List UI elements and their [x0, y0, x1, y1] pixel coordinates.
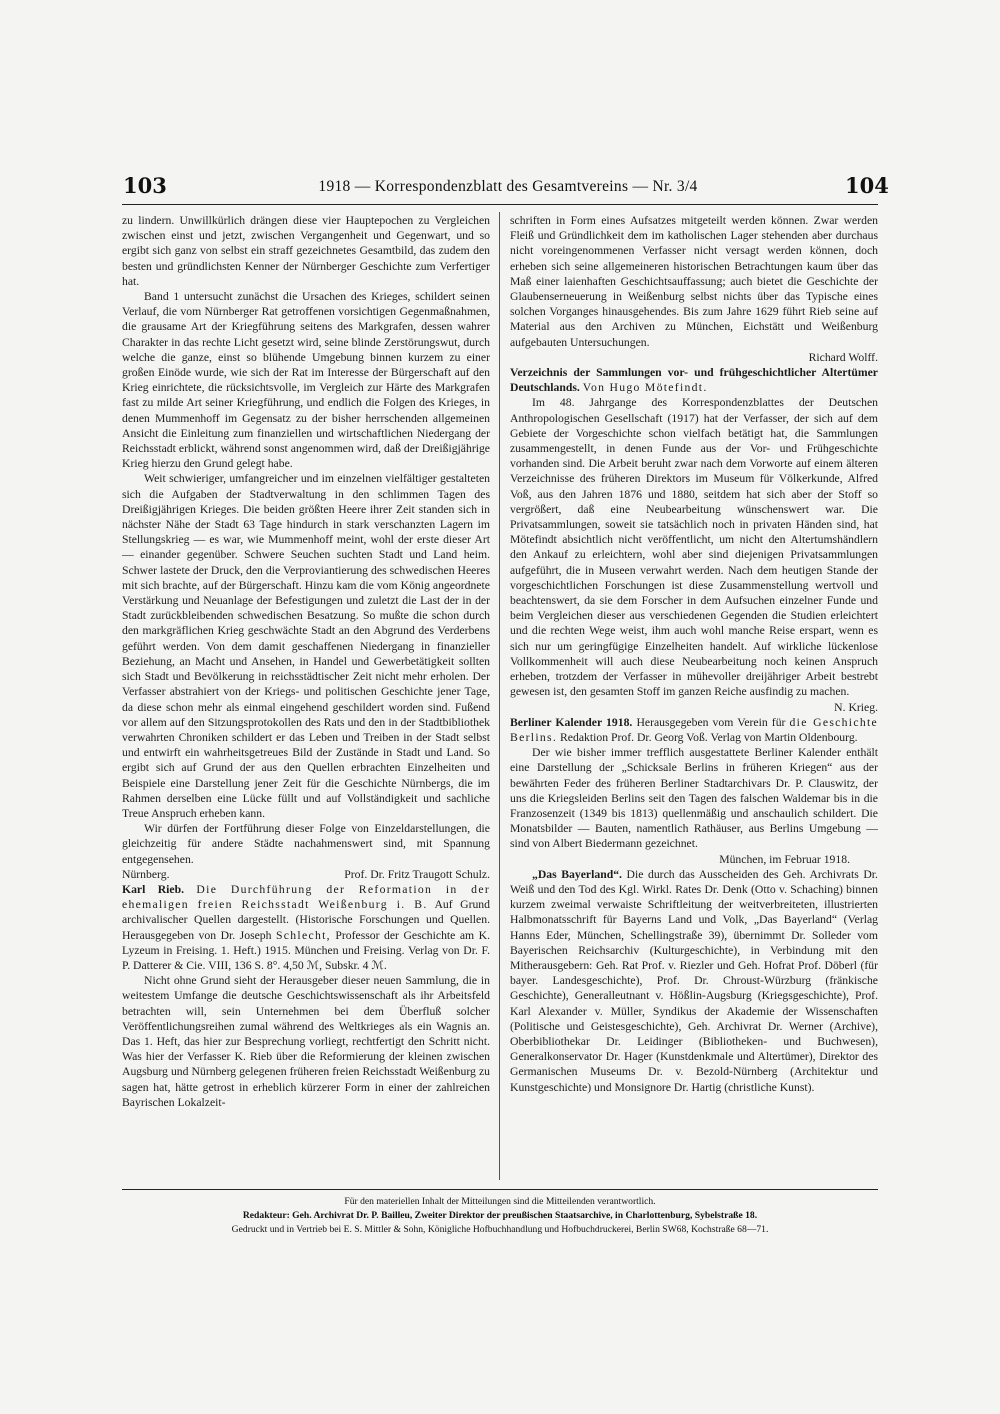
paragraph: schriften in Form eines Aufsatzes mitgeteilt werden können. Zwar werden Fleiß und Gründlichkeit dem im katholischen Lager stehenden aber durchaus nicht voreingenommenen Verfasser nicht versagt werden können, doch erheben sich seine allgemeineren historischen Betrachtungen kaum über das Maß einer laienhaften Geschichtsauffassung; auch bietet die Geschichte der Glaubenserneuerung in Weißenburg selbst nichts über das Typische eines solchen Vorganges hinausgehendes. Bis zum Jahre 1629 führt Rieb seine auf Material aus den Archiven zu München, Eichstätt und Weißenburg aufgebauten Untersuchungen.	[510, 214, 878, 349]
review-details: Herausgegeben vom Verein für	[636, 715, 786, 729]
notice-title: „Das Bayerland“.	[532, 867, 622, 881]
review-details: Professor der Geschichte am K. Lyzeum in Freising. 1. Heft.) 1915. München und Freising. Verlag von Dr. F. P. Datterer & Cie. VIII, 136 S. 8°. 4,50 ℳ, Subskr. 4 ℳ.	[122, 928, 490, 972]
column-divider	[499, 212, 500, 1180]
review-heading-verzeichnis	[510, 365, 878, 395]
review-author: Karl Rieb.	[122, 882, 185, 896]
paragraph: Weit schwieriger, umfangreicher und im einzelnen vielfältiger gestalteten sich die Aufgaben der Stadtverwaltung in den schlimmen Tagen des Dreißigjährigen Krieges. Die beiden größten Heere ihrer Zeit standen sich in nächster Nähe der Stadt 63 Tage hindurch in stark verschanzten Lagern im Stellungskrieg — es war, wie Mummenhoff meint, wohl der erste dieser Art — einander gegenüber. Schwere Seuchen suchten Stadt und Land heim. Schwer lastete der Druck, den die Verproviantierung des schwedischen Heeres mit sich brachte, auf der Bürgerschaft. Hinzu kam die vom König angeordnete Verstärkung und Neuanlage der Befestigungen und zuletzt die Last der in der Stadt zurückbleibenden schwedischen Besatzung. So mußte die schon durch den markgräflichen Krieg geschwächte Stadt an den Abgrund des Verderbens geführt werden. Von dem damit geschaffenen Niedergang in finanzieller Beziehung, an Macht und Ansehen, in Handel und Gewerbetätigkeit sollten sich Stadt und Bevölkerung in reichsstädtischer Zeit nicht mehr erholen. Der Verfasser abstrahiert von der Kriegs- und politischen Geschichte jener Tage, da diese schon mehr als einmal eingehend geschildert worden sind. Fußend vor allem auf den Sitzungsprotokollen des Rats und den in der Stadtbibliothek verwahrten Chroniken schildert er das Leben und Treiben in der Stadt selbst und entwirft ein wahrheitsgetreues Bild der Zustände in Stadt und Land. So ergibt sich auf Grund der aus den Quellen erbrachten Einzelheiten und Beispiele eine Darstellung jener Zeit für die Geschichte Nürnbergs, die im Rahmen derselben eine Lücke füllt und auf Vollständigkeit und sachliche Treue Anspruch erheben kann.	[122, 472, 490, 820]
page-number-right: 104	[845, 173, 889, 198]
paragraph: zu lindern. Unwillkürlich drängen diese vier Hauptepochen zu Vergleichen zwischen einst und jetzt, zwischen Vergangenheit und Gegenwart, und so ergibt sich ganz von selbst ein straff gezeichnetes Gesamtbild, das zudem den besten und gründlichsten Kenner der Nürnberger Geschichte zum Verfertiger hat.	[122, 214, 490, 288]
signature-place: Nürnberg.	[122, 867, 170, 881]
signature: Richard Wolff.	[808, 350, 878, 364]
footer-line: Für den materiellen Inhalt der Mitteilungen sind die Mitteilenden verantwortlich.	[344, 1196, 656, 1207]
footer-rule	[122, 1189, 878, 1190]
header-rule	[122, 204, 878, 205]
page-number-left: 103	[123, 173, 167, 198]
footer-line: Redakteur: Geh. Archivrat Dr. P. Bailleu, Zweiter Direktor der preußischen Staatsarchive, in Charlottenburg, Sybelstraße 18.	[242, 1210, 758, 1221]
review-details: die Geschichte Berlins.	[510, 715, 879, 744]
paragraph: Der wie bisher immer trefflich ausgestattete Berliner Kalender enthält eine Darstellung der „Schicksale Berlins in früheren Kriegen“ aus der bewährten Feder des früheren Berliner Stadtarchivars Dr. P. Clauswitz, der uns die Kriegsleiden Berlins seit den Tagen des falschen Waldemar bis in die Franzosenzeit (1349 bis 1813) quellenmäßig und anschaulich schildert. Die Monatsbilder — Bauten, namentlich Rathäuser, aus Berlins Umgebung — sind von Albert Biedermann gezeichnet.	[510, 746, 878, 851]
left-column	[122, 213, 490, 1110]
review-title: Berliner Kalender 1918.	[510, 715, 633, 729]
review-heading-rieb	[122, 882, 490, 973]
signature: N. Krieg.	[834, 700, 878, 714]
signature-line	[122, 867, 490, 882]
notice-text: Die durch das Ausscheiden des Geh. Archivrats Dr. Weiß und den Tod des Kgl. Wirkl. Rates Dr. Denk (Otto v. Schaching) binnen kurzem zweimal verwaiste Schriftleitung der weitverbreiteten, illustrierten Halbmonatsschrift für Bayerns Land und Volk, „Das Bayerland“ (Verlag Hanns Eder, München, Schellingstraße 39), übernimmt Dr. Solleder vom Bayerischen Reichsarchiv (Kulturgeschichte), in Verbindung mit den Mitherausgebern: Geh. Rat Prof. v. Riezler und Geh. Hofrat Prof. Döberl (für bayer. Landesgeschichte), Prof. Dr. Chroust-Würzburg (fränkische Geschichte), Generalleutnant v. Hößlin-Augsburg (Kriegsgeschichte), Prof. Karl Alexander v. Müller, Syndikus der Akademie der Wissenschaften (Politische und Geistesgeschichte), Geh. Archivrat Dr. Werner (Archive), Oberbibliothekar Dr. Leidinger (Bibliotheken- und Buchwesen), Generalkonservator Dr. Hager (Kunstdenkmale und Altertümer), Direktor des Germanischen Museums Dr. v. Bezold-Nürnberg (Architektur und Kunstgeschichte) und Monsignore Dr. Hartig (christliche Kunst).	[510, 867, 878, 1094]
paragraph: Band 1 untersucht zunächst die Ursachen des Krieges, schildert seinen Verlauf, die vom Nürnberger Rat getroffenen vorsichtigen Gegenmaßnahmen, die grausame Art der Kriegführung seitens des Markgrafen, dessen wahrer Charakter in das rechte Licht gesetzt wird, seine blinde Zerstörungswut, durch welche die ganze, einst so blühende Umgebung binnen kurzem zu einer großen Einöde wurde, wie sich der Rat im Interesse der Bürgerschaft auf den Krieg einrichtete, die rücksichtsvolle, im Vergleich zur Härte des Markgrafen fast zu milde Art seiner Kriegführung, und endlich die Folgen des Krieges, in denen Mummenhoff im Gegensatz zu der bisher herrschenden allgemeinen Ansicht die Einleitung zum finanziellen und wirtschaftlichen Niedergang der Reichsstadt erblickt, während sonst angenommen wird, daß der Dreißigjährige Krieg hierzu den Grund gelegt habe.	[122, 290, 490, 471]
paragraph: Nicht ohne Grund sieht der Herausgeber dieser neuen Sammlung, die in weitestem Umfange die deutsche Geschichtswissenschaft als ihr Arbeitsfeld betrachten will, sein Unternehmen bei dem Überfluß solcher Veröffentlichungsreihen zumal während des Weltkrieges als ein Wagnis an. Das 1. Heft, das hier zur Besprechung vorliegt, rechtfertigt den Schritt nicht. Was hier der Verfasser K. Rieb über die Reformierung der kleinen zwischen Augsburg und Nürnberg gelegenen früheren freien Reichsstadt Weißenburg zu sagen hat, hätte getrost in erheblich kürzerer Form in einer der zahlreichen Bayrischen Lokalzeit-	[122, 974, 490, 1109]
dateline: München, im Februar 1918.	[719, 852, 850, 866]
review-details: Auf Grund archivalischer Quellen dargestellt. (Historische Forschungen und Quellen. Herausgegeben von Dr. Joseph	[122, 898, 490, 942]
right-column	[510, 213, 878, 1095]
footer-line: Gedruckt und in Vertrieb bei E. S. Mittler & Sohn, Königliche Hofbuchhandlung und Hofbuchdruckerei, Berlin SW68, Kochstraße 68—71.	[231, 1224, 769, 1235]
review-editor: Schlecht,	[276, 928, 331, 942]
review-heading-berliner	[510, 715, 878, 745]
paragraph: Im 48. Jahrgange des Korrespondenzblattes der Deutschen Anthropologischen Gesellschaft (1917) hat der Verfasser, der sich auf dem Gebiete der Vorgeschichte schon vielfach betätigt hat, die Sammlungen zusammengestellt, in denen Funde aus der Vor- und Frühgeschichte vorhanden sind. Die Arbeit beruht zwar nach dem Vorworte auf einem älteren Verzeichnisse des früheren Direktors im Museum für Völkerkunde, Alfred Voß, aus den Jahren 1876 und 1880, seitdem hat sich aber der Stoff so vergrößert, daß eine Neubearbeitung wünschenswert war. Die Privatsammlungen, soweit sie tatsächlich noch in privaten Händen sind, hat Mötefindt absichtlich nicht veröffentlicht, um nicht den Altertumshändlern den Ankauf zu erleichtern, wohl aber sind diejenigen Privatsammlungen aufgeführt, die in Museen verwahrt werden. Nach dem heutigen Stande der vorgeschichtlichen Forschungen ist diese Zusammenstellung wertvoll und beachtenswert, da sie dem Forscher in dem Aufsuchen einzelner Funde und beim Vergleichen dieser aus verschiedenen Gegenden die Studien erleichtert und die rechten Wege weist, ihm auch wohl manche Reise erspart, wenn es sich nur um geringfügige Einzelheiten handelt. Auf wirkliche lückenlose Vollkommenheit will auch diese Neubearbeitung noch keinen Anspruch erheben, trotzdem der Verfasser in mühevoller dreijähriger Arbeit bestrebt gewesen ist, den gesamten Stoff im ganzen Reiche ausfindig zu machen.	[510, 396, 878, 699]
review-author: Von Hugo Mötefindt.	[582, 381, 708, 395]
review-title: Die Durchführung der Reformation in der ehemaligen freien Reichsstadt Weißenburg i. B.	[122, 882, 491, 912]
signature-name: Prof. Dr. Fritz Traugott Schulz.	[344, 867, 490, 881]
paragraph: Wir dürfen der Fortführung dieser Folge von Einzeldarstellungen, die gleichzeitig für andere Städte nachahmenswert sind, mit Spannung entgegensehen.	[122, 822, 490, 866]
review-details: Redaktion Prof. Dr. Georg Voß. Verlag von Martin Oldenbourg.	[560, 730, 858, 744]
running-head: 1918 — Korrespondenzblatt des Gesamtvereins — Nr. 3/4	[318, 178, 698, 195]
paragraph-bayerland	[510, 867, 878, 1095]
review-title: Verzeichnis der Sammlungen vor- und frühgeschichtlicher Altertümer Deutschlands.	[510, 366, 878, 395]
